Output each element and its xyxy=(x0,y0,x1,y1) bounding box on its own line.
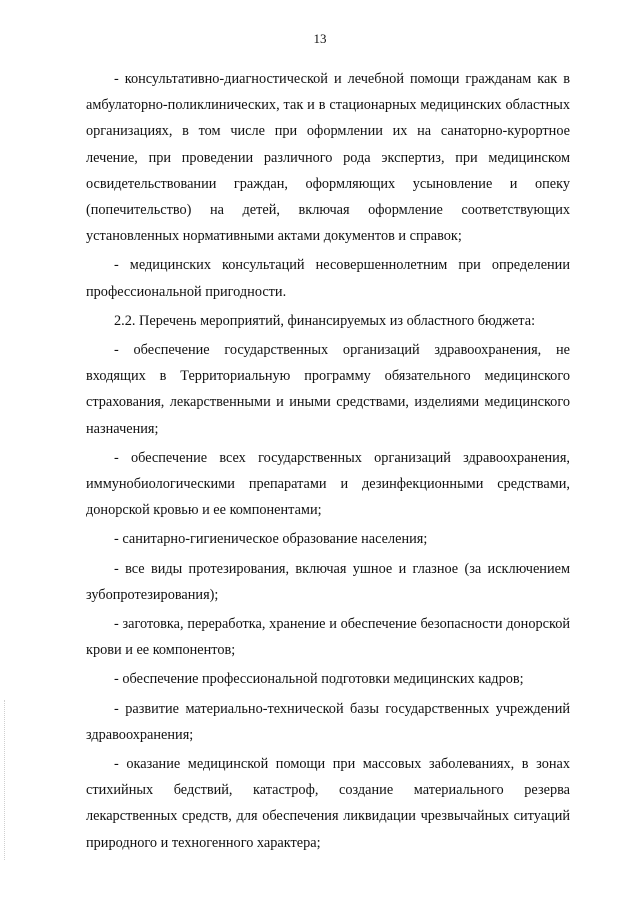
paragraph-material-base: - развитие материально-технической базы государственных учреждений здравоохранения; xyxy=(86,700,570,743)
paragraph-consultative-care: - консультативно-диагностической и лечебной помощи гражданам как в амбулаторно-поликлинических, так и в стационарных медицинских областных организациях, в том числе при оформлении их на санаторно-курортное лечение, при проведении различного рода экспертиз, при медицинском освидетельствовании граждан, оформляющих усыновление и опеку (попечительство) на детей, включая оформление соответствующих установленных нормативными актами документов и справок; xyxy=(86,71,570,245)
paragraph-prosthetics: - все виды протезирования, включая ушное и глазное (за исключением зубопротезирования); xyxy=(86,560,570,603)
paragraph-donor-blood: - заготовка, переработка, хранение и обеспечение безопасности донорской крови и ее компонентов; xyxy=(86,616,570,659)
paragraph-medicine-supply: - обеспечение государственных организаций здравоохранения, не входящих в Территориальную программу обязательного медицинского страхования, лекарственными и иными средствами, изделиями медицинского назначения; xyxy=(86,342,570,437)
section-heading-2-2: 2.2. Перечень мероприятий, финансируемых из областного бюджета: xyxy=(114,312,536,329)
paragraph-immunobiological-supply: - обеспечение всех государственных организаций здравоохранения, иммунобиологическими препаратами и дезинфекционными средствами, донорской кровью и ее компонентами; xyxy=(86,449,570,519)
paragraph-sanitary-education: - санитарно-гигиеническое образование населения; xyxy=(114,531,428,548)
paragraph-emergency-care: - оказание медицинской помощи при массовых заболеваниях, в зонах стихийных бедствий, катастроф, создание материального резерва лекарственных средств, для обеспечения ликвидации чрезвычайных ситуаций природного и техногенного характера; xyxy=(86,756,570,851)
paragraph-staff-training: - обеспечение профессиональной подготовки медицинских кадров; xyxy=(114,671,524,688)
paragraph-minor-consultations: - медицинских консультаций несовершеннолетним при определении профессиональной пригодности. xyxy=(86,257,570,300)
page-number: 13 xyxy=(313,31,327,46)
scan-edge-marks xyxy=(4,700,8,860)
document-body xyxy=(86,66,570,856)
